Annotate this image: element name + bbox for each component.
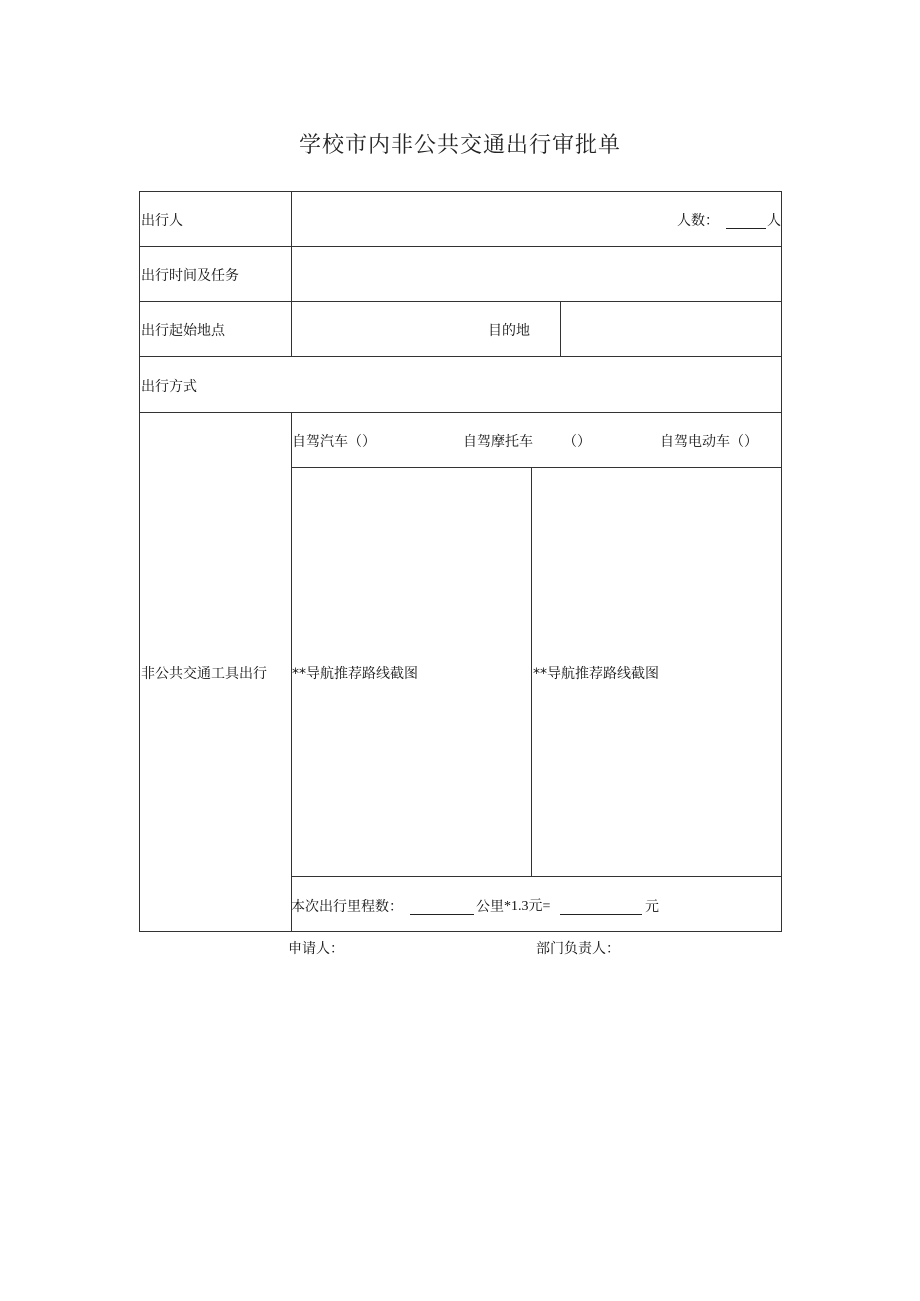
count-unit: 人: [767, 213, 781, 229]
traveler-label: 出行人: [141, 213, 183, 229]
count-label: 人数：: [677, 213, 719, 229]
origin-label: 出行起始地点: [141, 323, 225, 339]
mileage-unit-yuan: 元: [645, 899, 659, 915]
row-divider: [139, 412, 782, 413]
amount-input[interactable]: [560, 902, 642, 915]
mileage-rate: *1.3元=: [504, 899, 551, 914]
time-task-label: 出行时间及任务: [141, 268, 239, 284]
row-divider: [291, 467, 782, 468]
mileage-input[interactable]: [410, 902, 474, 915]
mileage-unit-km: 公里: [476, 899, 504, 915]
nav-screenshot-right: **导航推荐路线截图: [533, 666, 659, 682]
dept-head-label: 部门负责人：: [536, 941, 620, 957]
non-public-label: 非公共交通工具出行: [141, 666, 267, 682]
destination-label: 目的地: [488, 323, 530, 339]
origin-input[interactable]: [292, 302, 472, 356]
mode-label: 出行方式: [141, 379, 197, 395]
applicant-label: 申请人：: [288, 941, 344, 957]
column-divider: [531, 467, 532, 877]
option-motorcycle[interactable]: 自驾摩托车: [463, 434, 533, 450]
table-border-bottom: [139, 931, 782, 932]
nav-screenshot-left: **导航推荐路线截图: [292, 666, 418, 682]
destination-input[interactable]: [561, 302, 781, 356]
table-border-top: [139, 191, 782, 192]
row-divider: [139, 356, 782, 357]
table-border-left: [139, 191, 140, 932]
option-car[interactable]: 自驾汽车（）: [292, 434, 376, 450]
option-ebike[interactable]: 自驾电动车（）: [660, 434, 758, 450]
page-title: 学校市内非公共交通出行审批单: [298, 133, 621, 158]
time-task-input[interactable]: [292, 247, 781, 301]
count-input[interactable]: [726, 216, 766, 229]
table-border-right: [781, 191, 782, 932]
mileage-label: 本次出行里程数：: [291, 899, 403, 915]
option-motorcycle-check[interactable]: （）: [563, 434, 591, 450]
row-divider: [291, 876, 782, 877]
